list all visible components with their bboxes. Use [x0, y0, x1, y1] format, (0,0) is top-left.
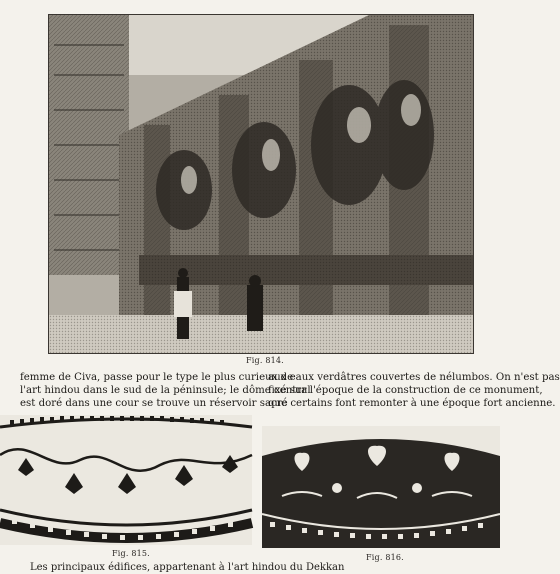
ornament-floral-border	[0, 415, 252, 545]
temple-illustration	[49, 15, 473, 353]
figure-816-ornament	[262, 426, 500, 548]
text-line: fixé sur l'époque de la construction de ce monument,	[268, 385, 543, 397]
text-line: aux eaux verdâtres couvertes de nélumbos. On n'est pas	[268, 372, 560, 383]
figure-815-caption: Fig. 815.	[112, 549, 150, 558]
figure-815-ornament	[0, 415, 252, 545]
figure-814-engraving	[48, 14, 474, 354]
bottom-text-line: Les principaux édifices, appartenant à l'art hindou du Dekkan	[30, 562, 345, 573]
figure-814-caption: Fig. 814.	[246, 356, 284, 365]
ornament-lotus-band	[262, 426, 500, 548]
left-text-column	[20, 371, 311, 411]
text-line: est doré dans une cour se trouve un réservoir sacré	[20, 398, 288, 410]
right-text-column	[268, 371, 560, 411]
text-line: femme de Civa, passe pour le type le plus curieux de	[20, 372, 294, 383]
figure-816-caption: Fig. 816.	[366, 553, 404, 562]
text-line: l'art hindou dans le sud de la péninsule; le dôme central	[20, 385, 311, 397]
text-line: que certains font remonter à une époque fort ancienne.	[268, 398, 556, 410]
